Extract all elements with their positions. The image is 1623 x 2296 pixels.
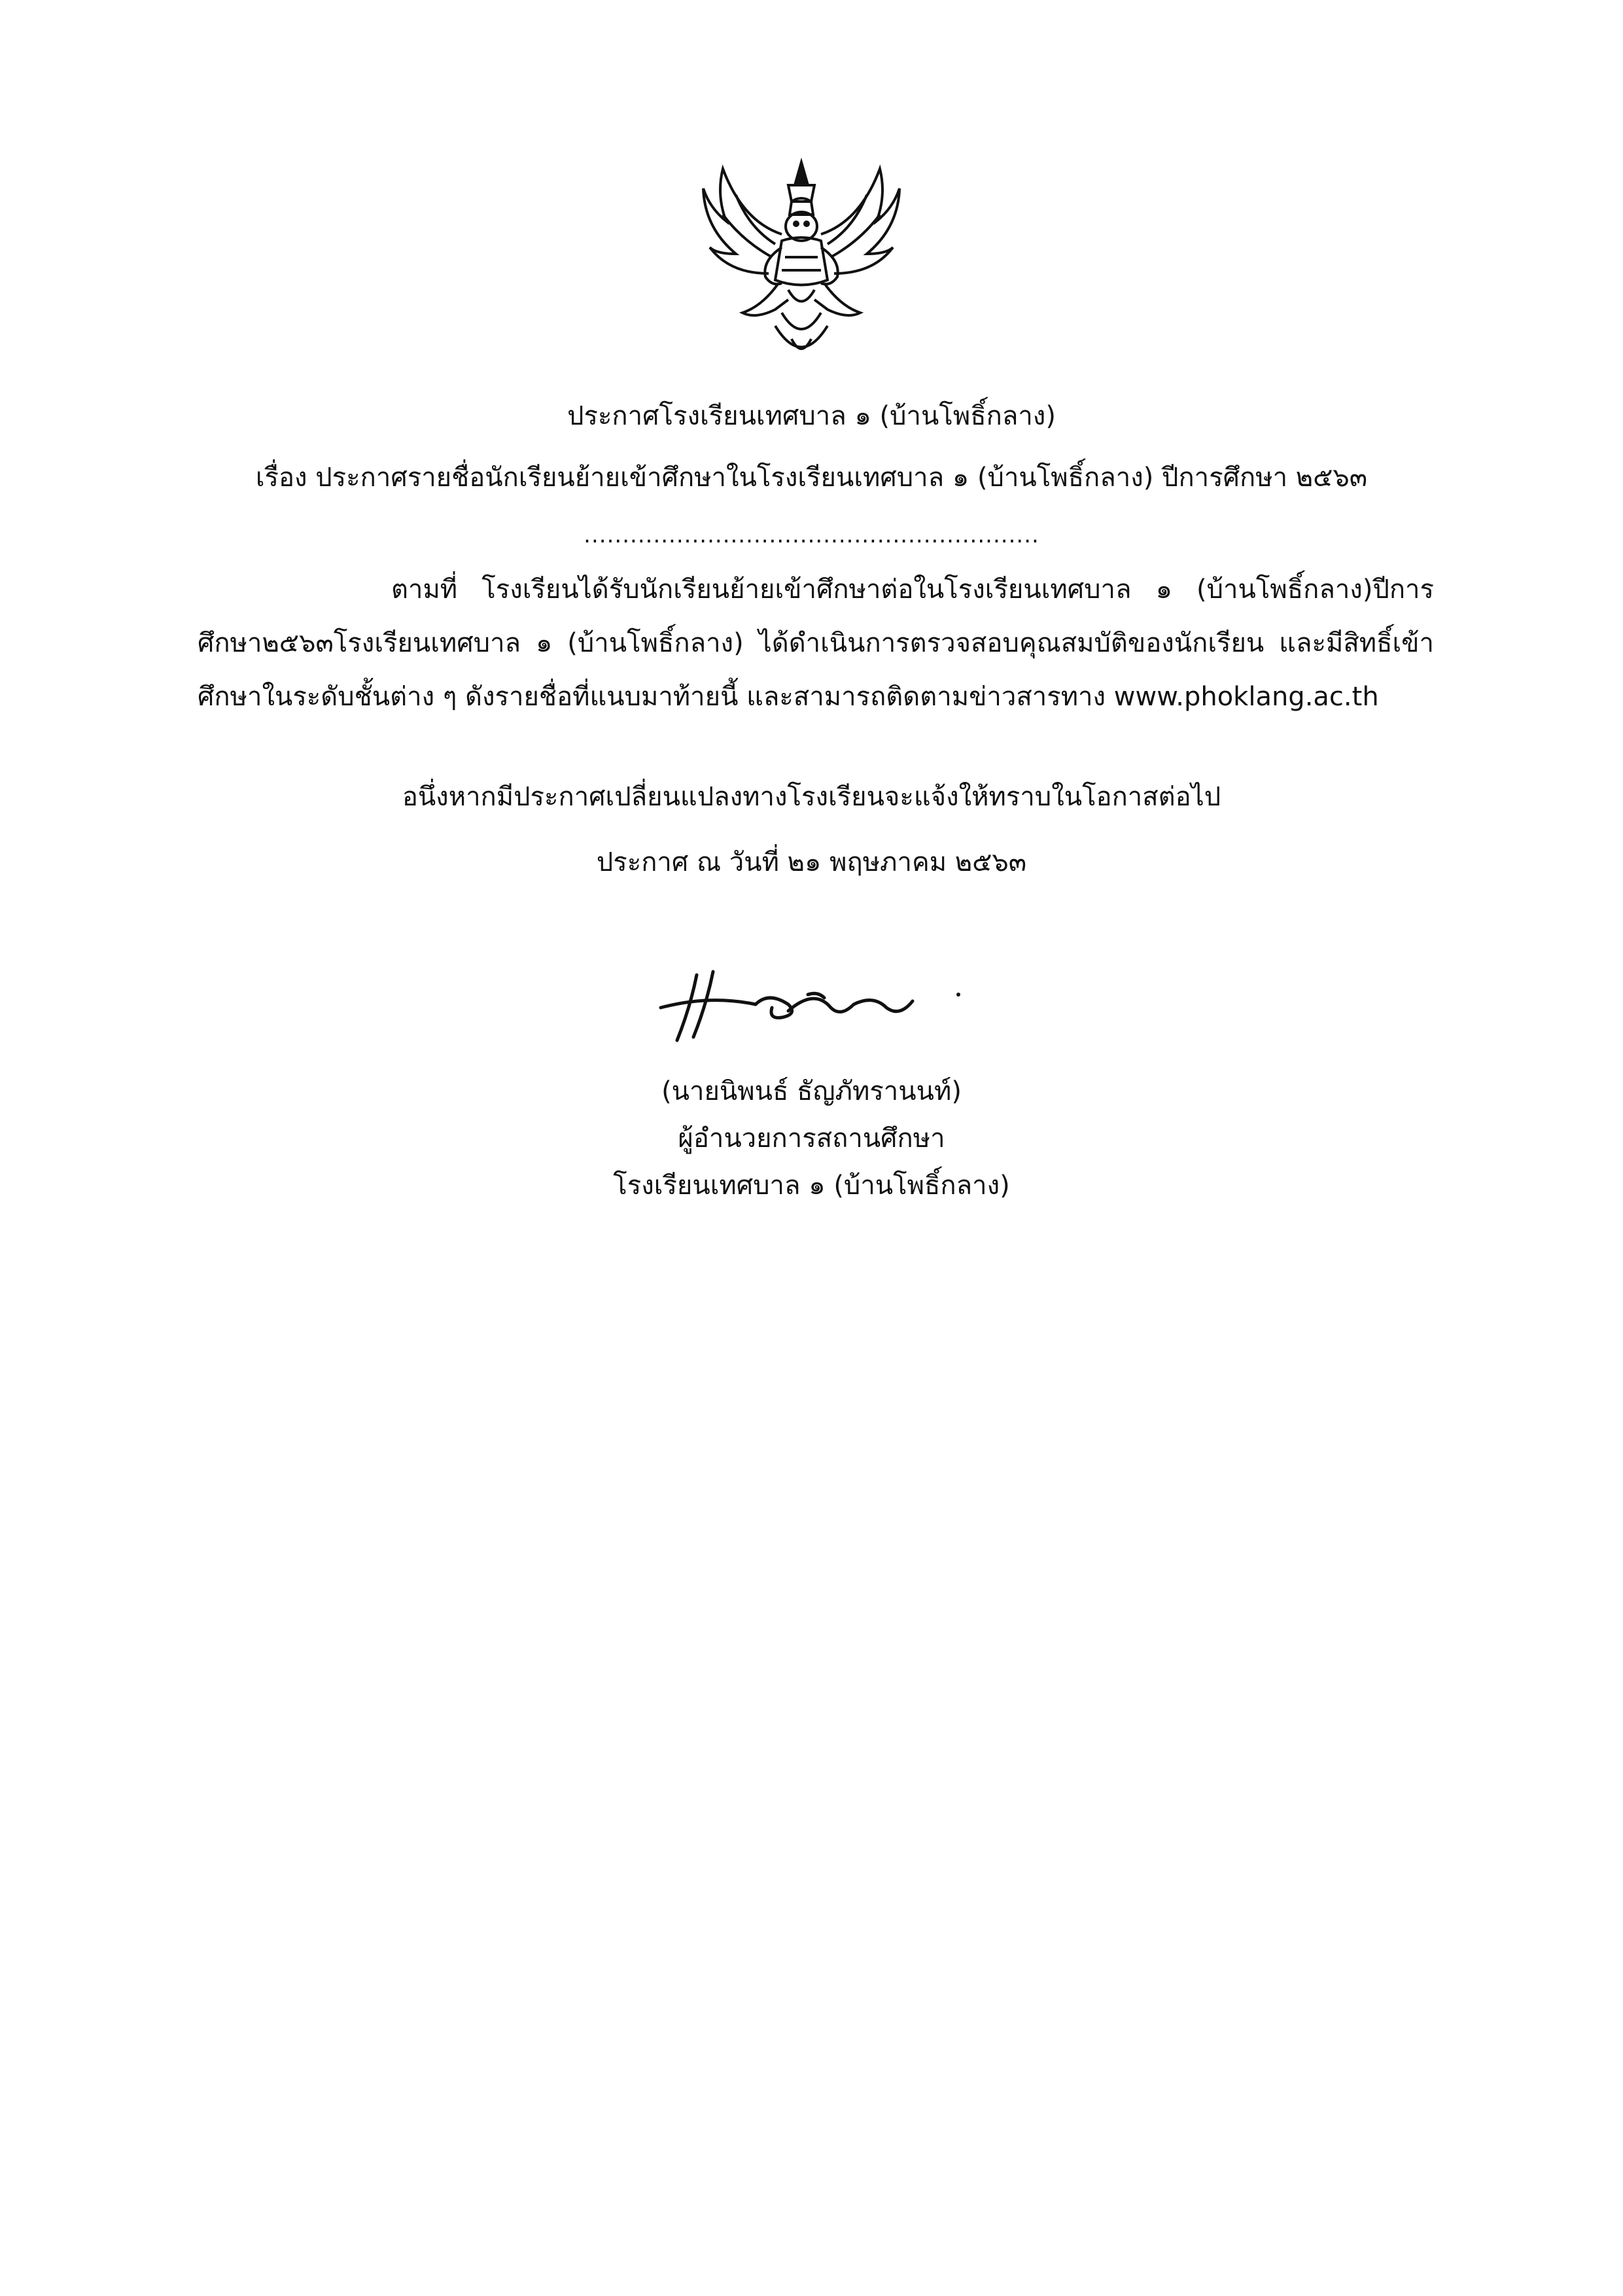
announcement-body: ตามที่ โรงเรียนได้รับนักเรียนย้ายเข้าศึกษาต่อในโรงเรียนเทศบาล ๑ (บ้านโพธิ์กลาง)ปีการศึกษา๒๕๖๓โรงเรียนเทศบาล ๑ (บ้านโพธิ์กลาง) ได้ดำเนินการตรวจสอบคุณสมบัติของนักเรียน และมีสิทธิ์เข้าศึกษาในระดับชั้นต่าง ๆ ดังรายชื่อที่แนบมาท้ายนี้ และสามารถติดตามข่าวสารทาง www.phoklang.ac.th [198, 574, 1434, 712]
signatory-position: ผู้อำนวยการสถานศึกษา [678, 1123, 945, 1154]
announcement-note: อนึ่งหากมีประกาศเปลี่ยนแปลงทางโรงเรียนจะแจ้งให้ทราบในโอกาสต่อไป [402, 782, 1221, 812]
announcement-subject: เรื่อง ประกาศรายชื่อนักเรียนย้ายเข้าศึกษาในโรงเรียนเทศบาล ๑ (บ้านโพธิ์กลาง) ปีการศึกษา ๒๕๖๓ [255, 463, 1368, 493]
signatory-organization: โรงเรียนเทศบาล ๑ (บ้านโพธิ์กลาง) [613, 1171, 1010, 1201]
announcement-title: ประกาศโรงเรียนเทศบาล ๑ (บ้านโพธิ์กลาง) [567, 401, 1056, 431]
announcement-date: ประกาศ ณ วันที่ ๒๑ พฤษภาคม ๒๕๖๓ [596, 847, 1027, 877]
garuda-emblem-icon [697, 149, 906, 372]
separator-line: ........................................................... [584, 522, 1039, 548]
signatory-name: (นายนิพนธ์ ธัญภัทรานนท์) [661, 1076, 962, 1106]
handwritten-signature-icon [657, 968, 971, 1047]
